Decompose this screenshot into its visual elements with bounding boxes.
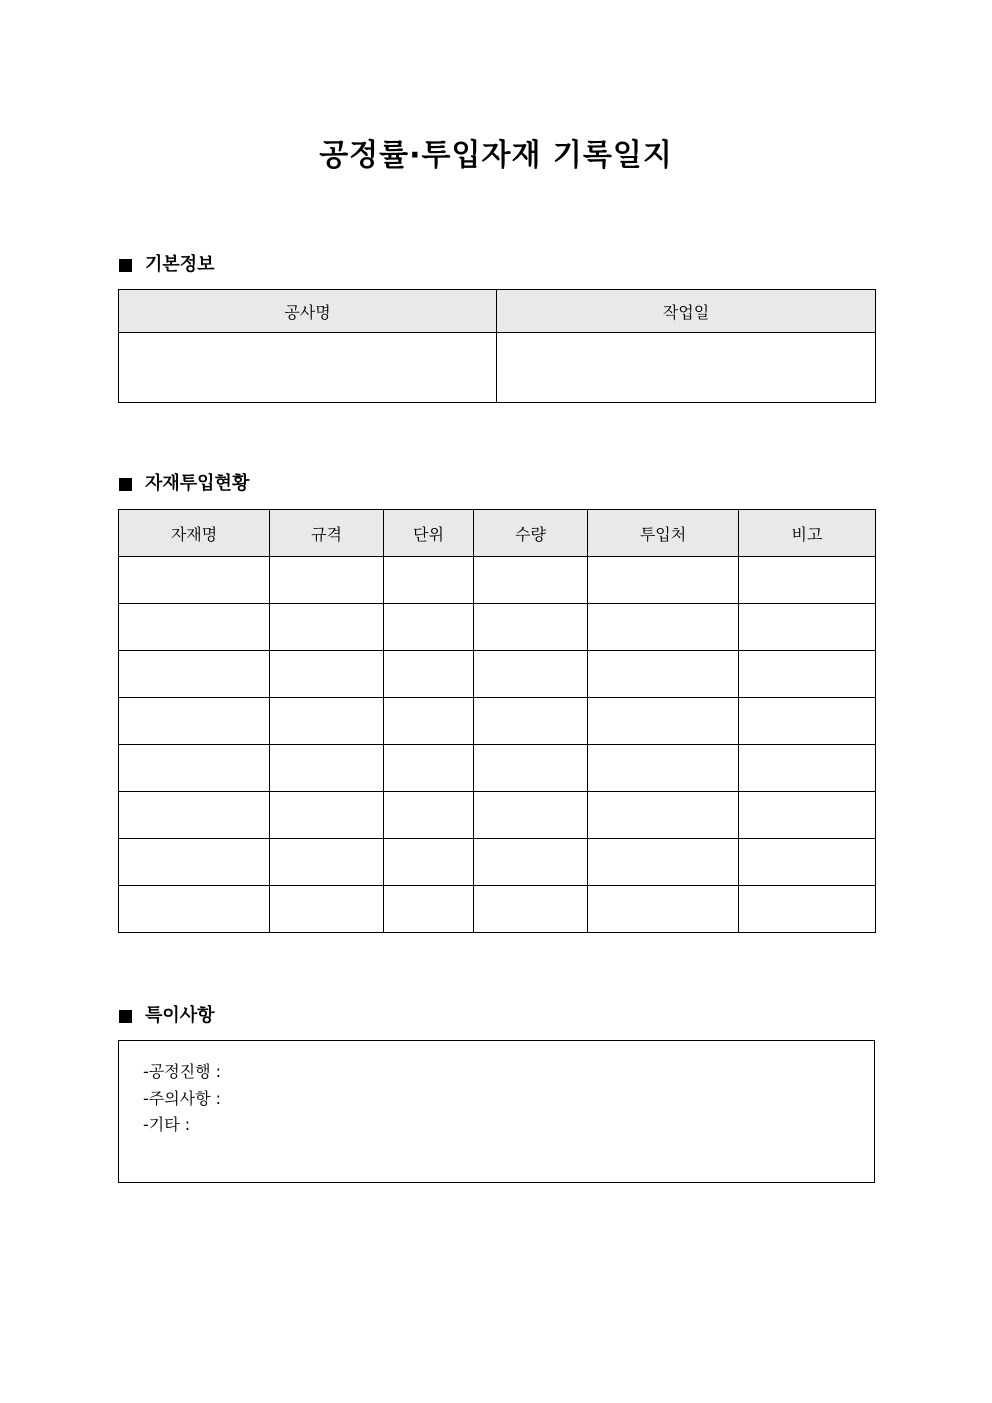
- material-name-cell[interactable]: [119, 886, 270, 933]
- quantity-cell[interactable]: [474, 651, 588, 698]
- section-heading-materials: [119, 472, 249, 496]
- destination-cell[interactable]: [588, 604, 739, 651]
- note-line-caution: -주의사항 :: [143, 1089, 222, 1108]
- quantity-cell[interactable]: [474, 886, 588, 933]
- material-name-cell[interactable]: [119, 792, 270, 839]
- material-name-cell[interactable]: [119, 839, 270, 886]
- remarks-cell[interactable]: [739, 886, 876, 933]
- column-header-unit: 단위: [384, 510, 474, 557]
- basic-info-table: [118, 289, 876, 403]
- destination-cell[interactable]: [588, 651, 739, 698]
- spec-cell[interactable]: [270, 651, 384, 698]
- column-header-remarks: 비고: [739, 510, 876, 557]
- unit-cell[interactable]: [384, 651, 474, 698]
- spec-cell[interactable]: [270, 886, 384, 933]
- unit-cell[interactable]: [384, 839, 474, 886]
- table-row: [119, 839, 876, 886]
- spec-cell[interactable]: [270, 698, 384, 745]
- table-row: [119, 651, 876, 698]
- quantity-cell[interactable]: [474, 604, 588, 651]
- spec-cell[interactable]: [270, 745, 384, 792]
- remarks-cell[interactable]: [739, 557, 876, 604]
- quantity-cell[interactable]: [474, 745, 588, 792]
- remarks-cell[interactable]: [739, 792, 876, 839]
- column-header-quantity: 수량: [474, 510, 588, 557]
- note-line-progress: -공정진행 :: [143, 1062, 222, 1081]
- table-header-row: [119, 510, 876, 557]
- column-header-destination: 투입처: [588, 510, 739, 557]
- destination-cell[interactable]: [588, 557, 739, 604]
- unit-cell[interactable]: [384, 792, 474, 839]
- spec-cell[interactable]: [270, 792, 384, 839]
- unit-cell[interactable]: [384, 886, 474, 933]
- remarks-cell[interactable]: [739, 651, 876, 698]
- unit-cell[interactable]: [384, 557, 474, 604]
- section-heading-notes: [119, 1004, 215, 1028]
- unit-cell[interactable]: [384, 745, 474, 792]
- material-name-cell[interactable]: [119, 745, 270, 792]
- table-row: [119, 745, 876, 792]
- destination-cell[interactable]: [588, 839, 739, 886]
- quantity-cell[interactable]: [474, 698, 588, 745]
- unit-cell[interactable]: [384, 698, 474, 745]
- destination-cell[interactable]: [588, 886, 739, 933]
- quantity-cell[interactable]: [474, 557, 588, 604]
- column-header-material-name: 자재명: [119, 510, 270, 557]
- material-name-cell[interactable]: [119, 698, 270, 745]
- table-header-row: [119, 290, 876, 333]
- spec-cell[interactable]: [270, 839, 384, 886]
- table-row: [119, 333, 876, 403]
- section-heading-notes-label: 특이사항: [145, 1005, 215, 1026]
- remarks-cell[interactable]: [739, 839, 876, 886]
- square-bullet-icon: [119, 478, 132, 491]
- spec-cell[interactable]: [270, 557, 384, 604]
- destination-cell[interactable]: [588, 792, 739, 839]
- notes-box[interactable]: [118, 1040, 875, 1183]
- square-bullet-icon: [119, 259, 132, 272]
- column-header-work-date: 작업일: [497, 290, 876, 333]
- table-row: [119, 792, 876, 839]
- destination-cell[interactable]: [588, 698, 739, 745]
- material-name-cell[interactable]: [119, 604, 270, 651]
- remarks-cell[interactable]: [739, 698, 876, 745]
- quantity-cell[interactable]: [474, 839, 588, 886]
- unit-cell[interactable]: [384, 604, 474, 651]
- table-row: [119, 604, 876, 651]
- quantity-cell[interactable]: [474, 792, 588, 839]
- work-date-field[interactable]: [497, 333, 876, 403]
- square-bullet-icon: [119, 1010, 132, 1023]
- table-row: [119, 886, 876, 933]
- table-row: [119, 557, 876, 604]
- material-name-cell[interactable]: [119, 557, 270, 604]
- section-heading-materials-label: 자재투입현황: [145, 473, 250, 494]
- project-name-field[interactable]: [119, 333, 497, 403]
- section-heading-basic-label: 기본정보: [145, 254, 215, 275]
- destination-cell[interactable]: [588, 745, 739, 792]
- column-header-project-name: 공사명: [119, 290, 497, 333]
- section-heading-basic: [119, 253, 215, 277]
- table-row: [119, 698, 876, 745]
- column-header-spec: 규격: [270, 510, 384, 557]
- material-name-cell[interactable]: [119, 651, 270, 698]
- page-title: 공정률·투입자재 기록일지: [319, 138, 673, 173]
- material-input-table: [118, 509, 876, 933]
- remarks-cell[interactable]: [739, 604, 876, 651]
- spec-cell[interactable]: [270, 604, 384, 651]
- remarks-cell[interactable]: [739, 745, 876, 792]
- note-line-other: -기타 :: [143, 1115, 191, 1134]
